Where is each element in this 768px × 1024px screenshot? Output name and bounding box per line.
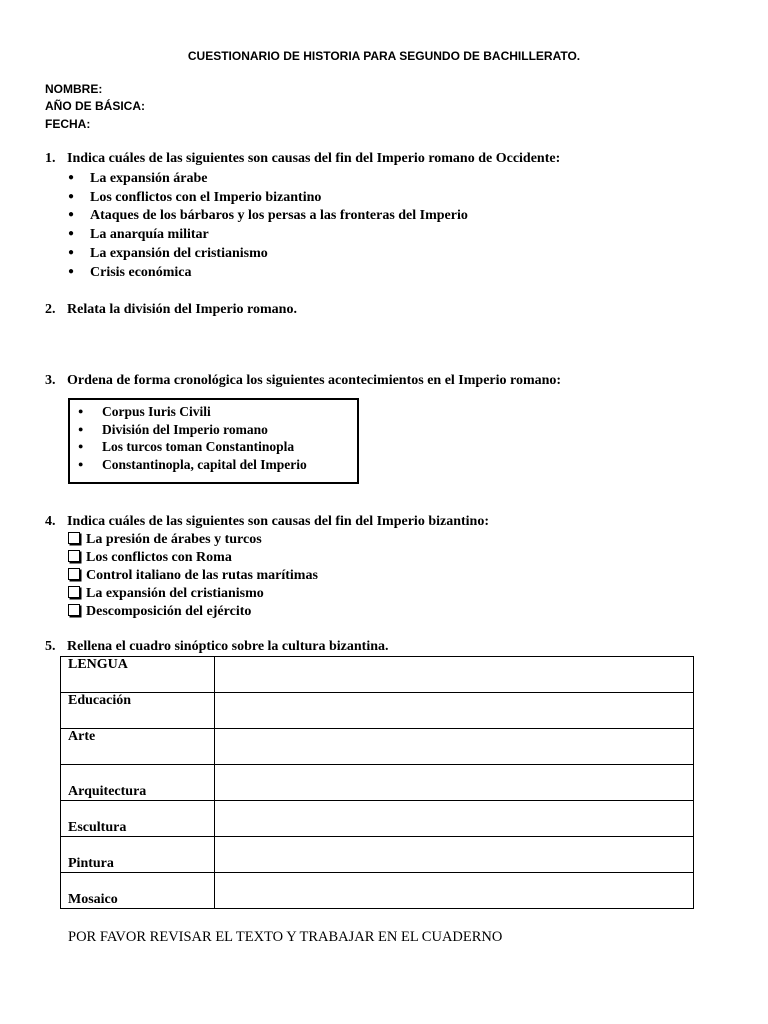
bullet-icon: ● bbox=[68, 191, 75, 202]
checkbox-icon bbox=[68, 550, 80, 562]
question-5-number: 5. bbox=[45, 639, 56, 654]
list-item: ● La expansión del cristianismo bbox=[68, 246, 268, 261]
table-row bbox=[61, 873, 694, 909]
list-item: ● La anarquía militar bbox=[68, 227, 209, 242]
table-row bbox=[61, 657, 694, 693]
table-row-label: LENGUA bbox=[61, 657, 215, 693]
bullet-icon: ● bbox=[78, 406, 84, 416]
table-row-label: Mosaico bbox=[61, 873, 215, 909]
footer-note: POR FAVOR REVISAR EL TEXTO Y TRABAJAR EN EL CUADERNO bbox=[68, 929, 503, 945]
question-2-text: Relata la división del Imperio romano. bbox=[67, 302, 297, 317]
question-2 bbox=[45, 302, 297, 318]
checkbox-item: Descomposición del ejército bbox=[68, 604, 251, 620]
list-item: ● Crisis económica bbox=[68, 265, 192, 280]
table-row bbox=[61, 765, 694, 801]
question-4-text: Indica cuáles de las siguientes son causas del fin del Imperio bizantino: bbox=[67, 514, 489, 529]
table-row-label: Arte bbox=[61, 729, 215, 765]
table-row-label: Escultura bbox=[61, 801, 215, 837]
answer-cell[interactable] bbox=[215, 693, 694, 729]
list-item: ● La expansión árabe bbox=[68, 171, 208, 186]
synoptic-table bbox=[60, 656, 694, 909]
bullet-icon: ● bbox=[78, 424, 84, 434]
question-1-text: Indica cuáles de las siguientes son causas del fin del Imperio romano de Occidente: bbox=[67, 151, 561, 166]
date-field-label: FECHA: bbox=[45, 117, 91, 131]
checkbox-item: Control italiano de las rutas marítimas bbox=[68, 568, 318, 584]
bullet-icon: ● bbox=[68, 228, 75, 239]
bullet-icon: ● bbox=[68, 172, 75, 183]
question-3-number: 3. bbox=[45, 373, 56, 388]
answer-cell[interactable] bbox=[215, 729, 694, 765]
question-2-number: 2. bbox=[45, 302, 56, 317]
list-item: ● Ataques de los bárbaros y los persas a las fronteras del Imperio bbox=[68, 208, 468, 223]
page-title: CUESTIONARIO DE HISTORIA PARA SEGUNDO DE BACHILLERATO. bbox=[187, 49, 581, 63]
question-5-text: Rellena el cuadro sinóptico sobre la cultura bizantina. bbox=[67, 639, 389, 654]
table-row-label: Pintura bbox=[61, 837, 215, 873]
table-row bbox=[61, 729, 694, 765]
checkbox-icon bbox=[68, 604, 80, 616]
checkbox-item: Los conflictos con Roma bbox=[68, 550, 232, 566]
answer-cell[interactable] bbox=[215, 801, 694, 837]
list-item: ● Constantinopla, capital del Imperio bbox=[78, 457, 307, 472]
bullet-icon: ● bbox=[68, 209, 75, 220]
question-3-text: Ordena de forma cronológica los siguientes acontecimientos en el Imperio romano: bbox=[67, 373, 562, 388]
answer-cell[interactable] bbox=[215, 765, 694, 801]
question-5 bbox=[45, 639, 389, 655]
table-row bbox=[61, 837, 694, 873]
answer-cell[interactable] bbox=[215, 873, 694, 909]
checkbox-item: La expansión del cristianismo bbox=[68, 586, 264, 602]
checkbox-icon bbox=[68, 586, 80, 598]
list-item: ● Los turcos toman Constantinopla bbox=[78, 439, 295, 454]
table-row-label: Arquitectura bbox=[61, 765, 215, 801]
checkbox-item: La presión de árabes y turcos bbox=[68, 532, 262, 548]
question-4 bbox=[45, 514, 489, 530]
question-4-number: 4. bbox=[45, 514, 56, 529]
list-item: ● División del Imperio romano bbox=[78, 422, 268, 437]
table-row bbox=[61, 801, 694, 837]
list-item: ● Corpus Iuris Civili bbox=[78, 404, 211, 419]
bullet-icon: ● bbox=[68, 266, 75, 277]
bullet-icon: ● bbox=[78, 459, 84, 469]
answer-cell[interactable] bbox=[215, 657, 694, 693]
checkbox-icon bbox=[68, 532, 80, 544]
grade-field-label: AÑO DE BÁSICA: bbox=[45, 99, 146, 113]
table-row-label: Educación bbox=[61, 693, 215, 729]
name-field-label: NOMBRE: bbox=[45, 82, 103, 96]
answer-cell[interactable] bbox=[215, 837, 694, 873]
question-3 bbox=[45, 373, 561, 389]
question-1 bbox=[45, 151, 560, 167]
question-1-number: 1. bbox=[45, 151, 56, 166]
bullet-icon: ● bbox=[78, 441, 84, 451]
list-item: ● Los conflictos con el Imperio bizantino bbox=[68, 190, 322, 205]
checkbox-icon bbox=[68, 568, 80, 580]
table-row bbox=[61, 693, 694, 729]
bullet-icon: ● bbox=[68, 247, 75, 258]
